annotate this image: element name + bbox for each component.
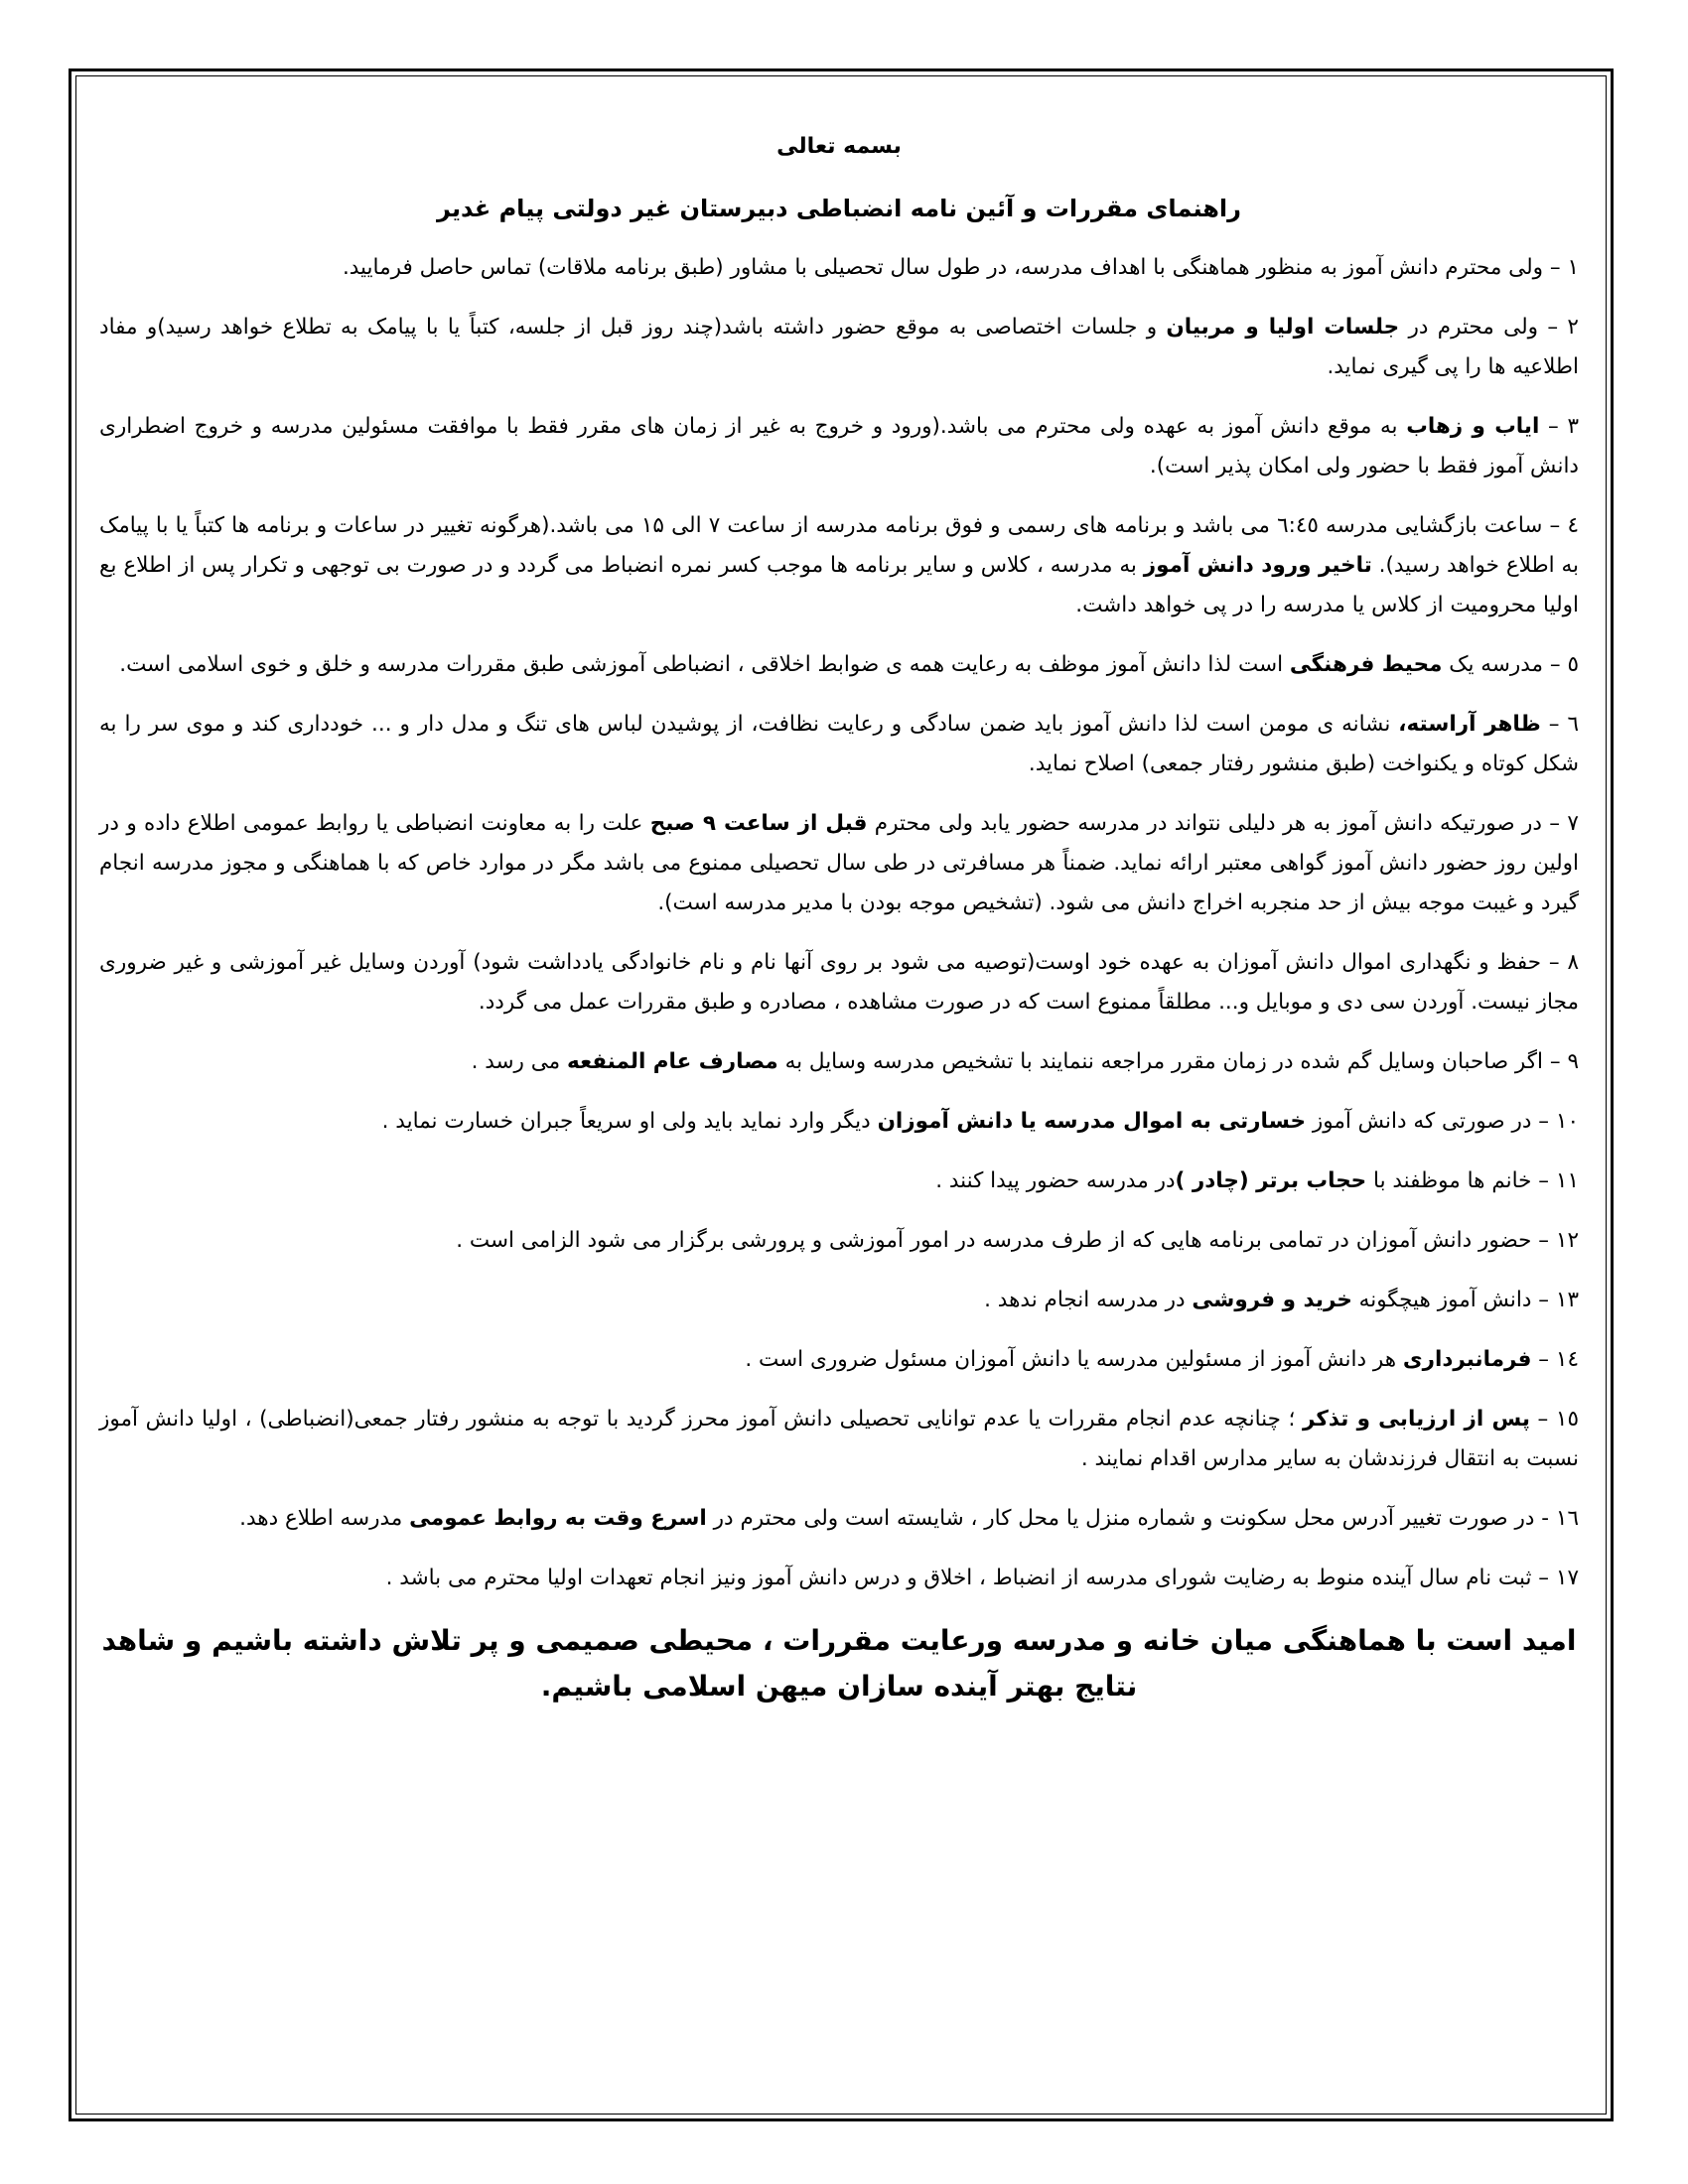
rule-emphasis: اسرع وقت به روابط عمومی [409,1506,707,1531]
rule-text: ۱۰ – در صورتی که دانش آموز [1306,1109,1579,1134]
rule-item [99,804,1579,923]
rule-text: ٤ – ساعت بازگشایی مدرسه ٦:٤٥ می باشد و برنامه های رسمی و فوق برنامه مدرسه از ساعت ۷ الی ۱۵ می باشد.(هرگونه تغییر در ساعات و برنامه ها کتباً یا با پیامک به اطلاع خواهد رسید). [99,513,1579,578]
rule-text: دیگر وارد نماید باید ولی او سریعاً جبران خسارت نماید . [381,1109,878,1134]
rule-text: هر دانش آموز از مسئولین مدرسه یا دانش آموزان مسئول ضروری است . [745,1347,1403,1372]
rule-text: می رسد . [471,1049,568,1074]
rule-text: ۱٥ – [1529,1407,1579,1432]
rule-emphasis: پس از ارزیابی و تذکر [1302,1407,1530,1432]
rule-item [99,1102,1579,1142]
rule-text: ١٤ – [1531,1347,1579,1372]
rule-text: ۱٦ - در صورت تغییر آدرس محل سکونت و شماره منزل یا محل کار ، شایسته است ولی محترم در [706,1506,1579,1531]
rule-item [99,308,1579,387]
rule-text: نشانه ی مومن است لذا دانش آموز باید ضمن سادگی و رعایت نظافت، از پوشیدن لباس های تنگ و مدل دار و ... خودداری کند و موی سر را به شکل کوتاه و یکنواخت (طبق منشور رفتار جمعی) اصلاح نماید. [99,712,1579,776]
rule-item [99,645,1579,685]
rule-emphasis: جلسات اولیا و مربیان [1166,315,1400,340]
rule-text: در مدرسه انجام ندهد . [984,1288,1193,1312]
rule-text: ۱۱ – خانم ها موظفند با [1366,1168,1579,1193]
rule-emphasis: محیط فرهنگی [1289,652,1443,677]
rules-list [99,248,1579,1598]
rule-item [99,1340,1579,1380]
rule-emphasis: تاخیر ورود دانش آموز [1143,553,1372,578]
rule-item [99,1161,1579,1201]
rule-text: مدرسه اطلاع دهد. [239,1506,410,1531]
rule-emphasis: قبل از ساعت ۹ صبح [649,811,868,836]
rule-text: به مدرسه ، کلاس و سایر برنامه ها موجب کسر نمره انضباط می گردد و در صورت بی توجهی و تکرار پس از اطلاع بع اولیا محرومیت از کلاس یا مدرسه را در پی خواهد داشت. [99,553,1579,617]
rule-item [99,1281,1579,1320]
rule-text: ٦ – [1540,712,1579,737]
document-title: راهنمای مقررات و آئین نامه انضباطی دبیرستان غیر دولتی پیام غدیر [437,195,1241,222]
rule-emphasis: مصارف عام المنفعه [567,1049,778,1074]
basmala-heading: بسمه تعالی [776,134,902,159]
document-body [99,127,1579,1709]
closing-statement: امید است با هماهنگی میان خانه و مدرسه ورعایت مقررات ، محیطی صمیمی و پر تلاش داشته باشیم و شاهد نتایج بهتر آینده سازان میهن اسلامی باشیم. [101,1624,1577,1703]
rule-text: است لذا دانش آموز موظف به رعایت همه ی ضوابط اخلاقی ، انضباطی آموزشی طبق مقررات مدرسه و خلق و خوی اسلامی است. [119,652,1290,677]
rule-emphasis: فرمانبرداری [1402,1347,1532,1372]
rule-text: ۱۲ – حضور دانش آموزان در تمامی برنامه هایی که از طرف مدرسه در امور آموزشی و پرورشی برگزار می شود الزامی است . [456,1228,1579,1253]
rule-item [99,705,1579,784]
rule-item [99,1400,1579,1479]
rule-emphasis: حجاب برتر (چادر ) [1175,1168,1367,1193]
rule-text: ۳ – [1539,414,1579,439]
rule-text: ۱۷ – ثبت نام سال آینده منوط به رضایت شورای مدرسه از انضباط ، اخلاق و درس دانش آموز ونیز انجام تعهدات اولیا محترم می باشد . [385,1566,1579,1590]
rule-text: ٥ – مدرسه یک [1442,652,1579,677]
rule-item [99,1042,1579,1082]
rule-item [99,506,1579,625]
rule-item [99,943,1579,1023]
rule-item [99,407,1579,486]
rule-text: و جلسات اختصاصی به موقع حضور داشته باشد(چند روز قبل از جلسه، کتباً یا با پیامک به تطلاع خواهد رسید)و مفاد اطلاعیه ها را پی گیری نماید. [99,315,1579,379]
rule-item [99,248,1579,288]
rule-item [99,1559,1579,1598]
rule-text: ؛ چنانچه عدم انجام مقررات یا عدم توانایی تحصیلی دانش آموز محرز گردید با توجه به منشور رفتار جمعی(انضباطی) ، اولیا دانش آموز نسبت به انتقال فرزندشان به سایر مدارس اقدام نمایند . [99,1407,1579,1471]
rule-text: ۹ – اگر صاحبان وسایل گم شده در زمان مقرر مراجعه ننمایند با تشخیص مدرسه وسایل به [777,1049,1579,1074]
rule-item [99,1221,1579,1261]
rule-text: ۸ – حفظ و نگهداری اموال دانش آموزان به عهده خود اوست(توصیه می شود بر روی آنها نام و نام خانوادگی یادداشت شود) آوردن وسایل غیر آموزشی و غیر ضروری مجاز نیست. آوردن سی دی و موبایل و... مطلقاً ممنوع است که در صورت مشاهده ، مصادره و طبق مقررات عمل می گردد. [99,950,1579,1015]
rule-text: ۱ – ولی محترم دانش آموز به منظور هماهنگی با اهداف مدرسه، در طول سال تحصیلی با مشاور (طبق برنامه ملاقات) تماس حاصل فرمایید. [342,255,1579,280]
rule-item [99,1499,1579,1539]
rule-text: علت را به معاونت انضباطی یا روابط عمومی اطلاع داده و در اولین روز حضور دانش آموز گواهی معتبر ارائه نماید. ضمناً هر مسافرتی در طی سال تحصیلی ممنوع می باشد مگر در موارد خاص که با هماهنگی و مجوز مدرسه انجام گیرد و غیبت موجه بیش از حد منجربه اخراج دانش می شود. (تشخیص موجه بودن با مدیر مدرسه است). [99,811,1579,915]
rule-emphasis: خسارتی به اموال مدرسه یا دانش آموزان [877,1109,1306,1134]
rule-text: ۲ – ولی محترم در [1399,315,1579,340]
rule-emphasis: خرید و فروشی [1192,1288,1352,1312]
rule-text: ۷ – در صورتیکه دانش آموز به هر دلیلی نتواند در مدرسه حضور یابد ولی محترم [867,811,1579,836]
rule-text: به موقع دانش آموز به عهده ولی محترم می باشد.(ورود و خروج به غیر از زمان های مقرر فقط با موافقت مسئولین مدرسه و خروج اضطراری دانش آموز فقط با حضور ولی امکان پذیر است). [99,414,1579,478]
rule-emphasis: ظاهر آراسته، [1398,712,1541,737]
rule-text: ۱۳ – دانش آموز هیچگونه [1351,1288,1579,1312]
rule-emphasis: ایاب و زهاب [1406,414,1540,439]
rule-text: در مدرسه حضور پیدا کنند . [935,1168,1176,1193]
